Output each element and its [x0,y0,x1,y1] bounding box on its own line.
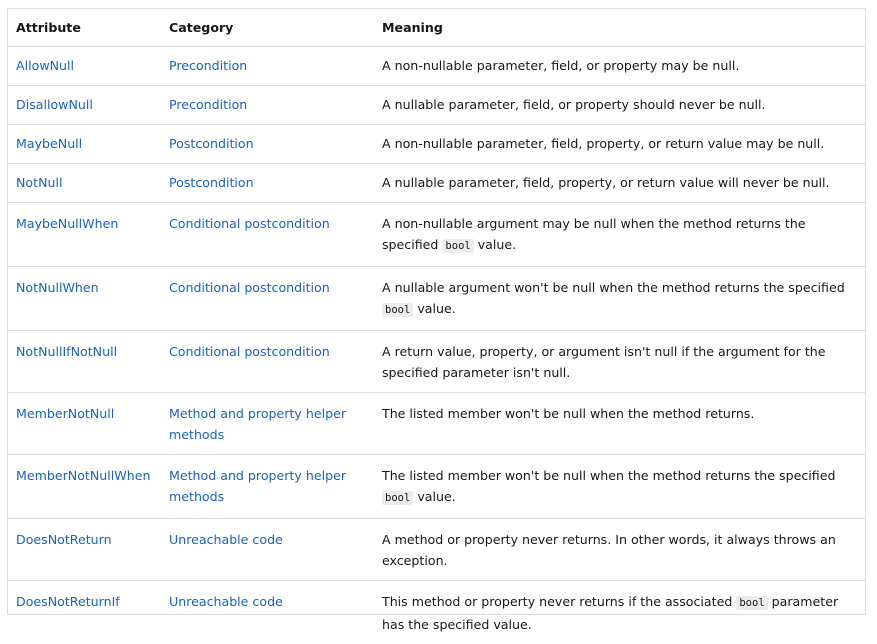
attribute-link[interactable]: MemberNotNullWhen [16,468,150,483]
category-link[interactable]: Unreachable code [169,594,283,609]
table-row [8,455,865,519]
attribute-link[interactable]: MaybeNullWhen [16,216,118,231]
attribute-link[interactable]: MemberNotNull [16,406,114,421]
meaning-cell: A nullable parameter, field, or property should never be null. [374,86,865,125]
meaning-text: parameter has the specified value. [382,594,838,632]
table-row [8,164,865,203]
meaning-cell [374,581,865,644]
table-row [8,581,865,644]
attribute-link[interactable]: NotNullWhen [16,280,99,295]
header-category: Category [161,9,374,47]
meaning-cell [374,267,865,331]
table-row [8,47,865,86]
table-row [8,203,865,267]
inline-code: bool [382,303,413,317]
header-meaning: Meaning [374,9,865,47]
attribute-link[interactable]: AllowNull [16,58,74,73]
attribute-link[interactable]: MaybeNull [16,136,82,151]
inline-code: bool [442,239,473,253]
meaning-cell: A method or property never returns. In other words, it always throws an exception. [374,519,865,581]
meaning-cell [374,455,865,519]
inline-code: bool [382,491,413,505]
meaning-cell: A nullable parameter, field, property, or return value will never be null. [374,164,865,203]
table-row [8,267,865,331]
category-link[interactable]: Conditional postcondition [169,280,330,295]
category-link[interactable]: Conditional postcondition [169,216,330,231]
category-link[interactable]: Method and property helper methods [169,406,346,442]
attribute-link[interactable]: NotNullIfNotNull [16,344,117,359]
category-link[interactable]: Postcondition [169,175,254,190]
meaning-text: value. [478,237,516,252]
table-row [8,393,865,455]
attribute-link[interactable]: NotNull [16,175,62,190]
meaning-cell: The listed member won't be null when the method returns. [374,393,865,455]
category-link[interactable]: Unreachable code [169,532,283,547]
meaning-cell: A non-nullable parameter, field, or property may be null. [374,47,865,86]
meaning-cell: A non-nullable parameter, field, property, or return value may be null. [374,125,865,164]
attributes-table-container [7,8,866,615]
table-row [8,86,865,125]
category-link[interactable]: Precondition [169,58,247,73]
category-link[interactable]: Method and property helper methods [169,468,346,504]
meaning-text: A nullable argument won't be null when the method returns the specified [382,280,845,295]
inline-code: bool [736,596,767,610]
category-link[interactable]: Postcondition [169,136,254,151]
category-link[interactable]: Conditional postcondition [169,344,330,359]
meaning-text: value. [417,301,455,316]
attribute-link[interactable]: DisallowNull [16,97,93,112]
table-header-row [8,9,865,47]
attribute-link[interactable]: DoesNotReturnIf [16,594,120,609]
attributes-table [8,9,865,644]
meaning-text: A non-nullable argument may be null when the method returns the specified [382,216,806,252]
header-attribute: Attribute [8,9,161,47]
table-row [8,331,865,393]
table-row [8,125,865,164]
meaning-cell: A return value, property, or argument isn't null if the argument for the specified parameter isn't null. [374,331,865,393]
meaning-text: This method or property never returns if the associated [382,594,732,609]
table-row [8,519,865,581]
attribute-link[interactable]: DoesNotReturn [16,532,112,547]
meaning-text: value. [417,489,455,504]
category-link[interactable]: Precondition [169,97,247,112]
meaning-cell [374,203,865,267]
meaning-text: The listed member won't be null when the method returns the specified [382,468,835,483]
